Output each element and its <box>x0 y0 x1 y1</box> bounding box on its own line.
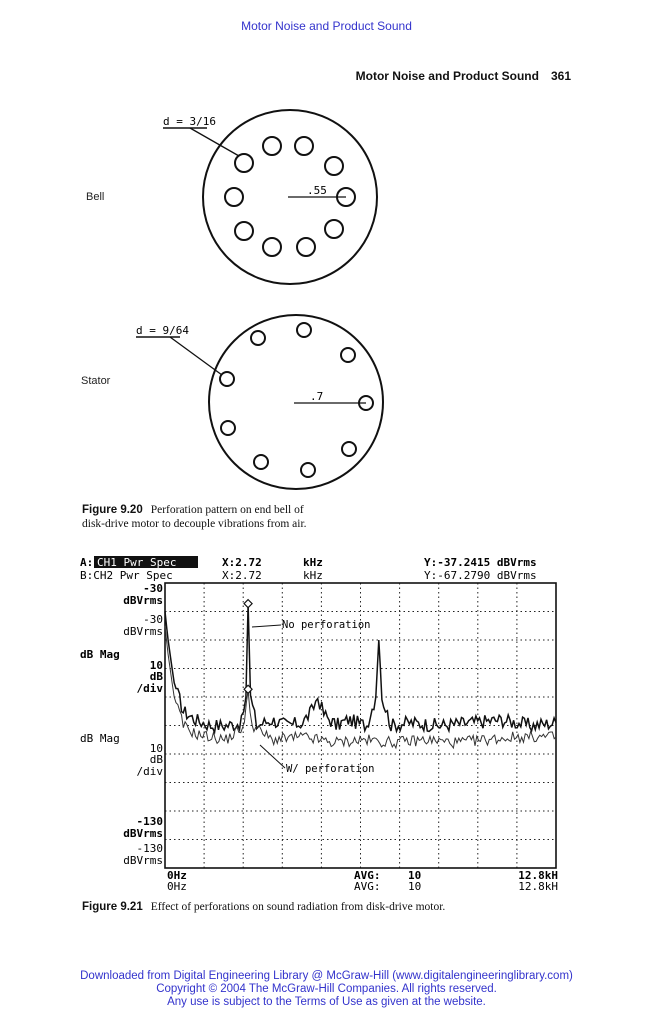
bell-radius-label: .55 <box>307 184 327 197</box>
caption-label: Figure 9.21 <box>82 901 143 913</box>
top-ref2: -30 <box>143 613 163 626</box>
figure-9-20-caption <box>82 503 402 531</box>
spectrum-chart <box>0 550 653 895</box>
x-end2: 12.8kH <box>518 880 558 893</box>
footer-copyright: Copyright © 2004 The McGraw-Hill Companies. All rights reserved. <box>156 983 497 995</box>
marker-y1: Y:-37.2415 dBVrms <box>424 556 537 569</box>
top-ref1: -30 <box>143 582 163 595</box>
mag-label2: dB Mag <box>80 732 120 745</box>
x-start1: 0Hz <box>167 869 187 882</box>
bottom-ref2: -130 <box>136 842 163 855</box>
trace-a-name: CH1 Pwr Spec <box>97 556 177 569</box>
stator-label: Stator <box>81 375 111 387</box>
avg-label1: AVG: <box>354 869 381 882</box>
x-start2: 0Hz <box>167 880 187 893</box>
scale1b: dB <box>149 670 163 683</box>
scale1c: /div <box>136 682 163 695</box>
x-unit1: kHz <box>303 556 323 569</box>
top-unit2: dBVrms <box>123 625 163 638</box>
trace-b-label: B:CH2 Pwr Spec <box>80 569 173 582</box>
bottom-ref1: -130 <box>136 815 163 828</box>
avg-label2: AVG: <box>354 880 381 893</box>
w-perforation-label: W/ perforation <box>286 763 375 775</box>
scale2a: 10 <box>149 742 163 755</box>
scale2b: dB <box>149 753 163 766</box>
marker-x1: X:2.72 <box>222 556 262 569</box>
perforation-diagram <box>0 100 653 500</box>
x-unit2: kHz <box>303 569 323 582</box>
stator-holes <box>220 323 373 477</box>
bottom-unit2: dBVrms <box>123 854 163 867</box>
running-head <box>356 69 571 83</box>
bell-label: Bell <box>86 191 105 203</box>
caption-label: Figure 9.20 <box>82 504 143 516</box>
marker-x2: X:2.72 <box>222 569 262 582</box>
stator-hole-diameter: d = 9/64 <box>136 324 189 337</box>
avg-value1: 10 <box>408 869 422 882</box>
trace-a-label: A: <box>80 556 94 569</box>
scale1a: 10 <box>149 659 163 672</box>
cursor-marker <box>244 600 252 608</box>
footer <box>0 970 653 1009</box>
no-perforation-label: No perforation <box>282 619 371 631</box>
top-unit1: dBVrms <box>123 594 163 607</box>
scale2c: /div <box>136 765 163 778</box>
bell-hole-diameter: d = 3/16 <box>163 115 216 128</box>
bottom-unit1: dBVrms <box>123 827 163 840</box>
marker-y2: Y:-67.2790 dBVrms <box>424 569 537 582</box>
figure-9-21-caption <box>82 901 602 913</box>
footer-link[interactable]: Downloaded from Digital Engineering Library @ McGraw-Hill (www.digitalengineeringlibrary.com) <box>80 970 573 982</box>
caption-text: Effect of perforations on sound radiation from disk-drive motor. <box>150 901 446 913</box>
avg-value2: 10 <box>408 880 422 893</box>
running-title: Motor Noise and Product Sound <box>355 69 539 83</box>
top-link[interactable]: Motor Noise and Product Sound <box>241 19 412 33</box>
mag-label1: dB Mag <box>80 648 120 661</box>
footer-terms: Any use is subject to the Terms of Use as given at the website. <box>167 996 486 1008</box>
caption-line1: Perforation pattern on end bell of <box>150 504 304 516</box>
stator-outline <box>209 315 383 489</box>
stator-radius-label: .7 <box>310 390 324 403</box>
x-end1: 12.8kH <box>518 869 558 882</box>
caption-line2: disk-drive motor to decouple vibrations from air. <box>82 518 307 530</box>
page-number: 361 <box>550 69 571 83</box>
